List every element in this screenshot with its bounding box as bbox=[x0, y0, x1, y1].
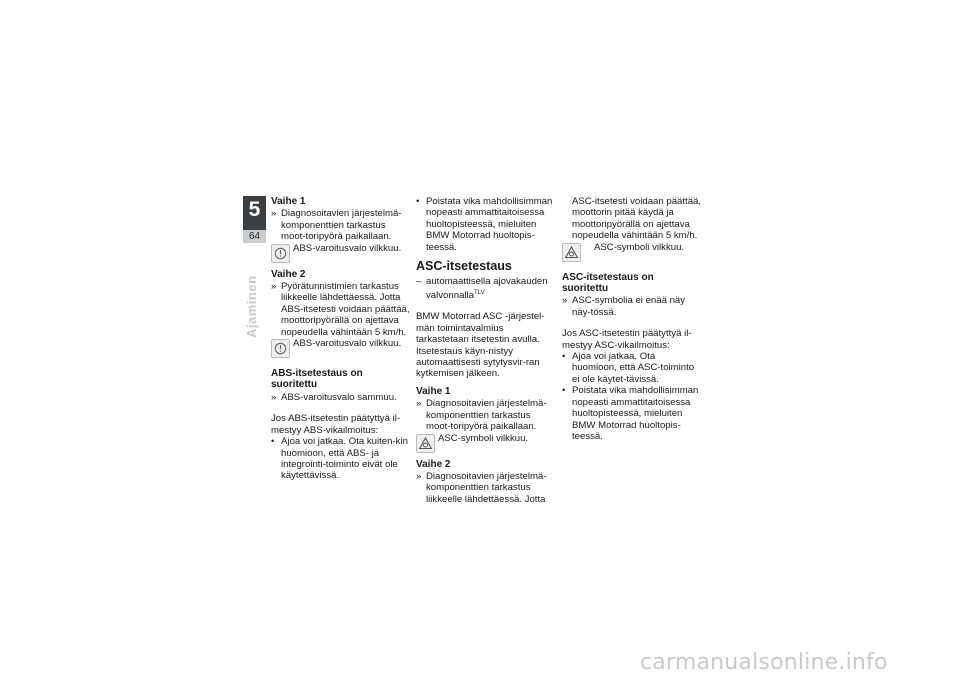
item-text: Diagnosoitavien järjestelmä-komponenttien tarkastus moot-toripyörä paikallaan. bbox=[281, 208, 402, 243]
heading-abs-done: ABS-itsetestaus on suoritettu bbox=[271, 368, 363, 391]
item-text: ASC-itsetesti voidaan päättää, moottorin pitää käydä ja moottoripyörällä on ajettava nopeudella vähintään 5 km/h. bbox=[572, 196, 702, 242]
abs-warning-icon bbox=[271, 339, 290, 358]
item-text: Poistata vika mahdollisimman nopeasti ammattitaitoisessa huoltopisteessä, mieluiten BMW Motorrad huoltopis-teessä. bbox=[572, 385, 699, 442]
bullet-item bbox=[416, 196, 556, 253]
indicator-text: ASC-symboli vilkkuu. bbox=[594, 241, 685, 253]
indicator-text: ABS-varoitusvalo vilkkuu. bbox=[293, 242, 402, 254]
asc-fault-paragraph: Jos ASC-itsetestin päätyttyä il-mestyy ASC-vikailmoitus: bbox=[562, 328, 692, 351]
chapter-label: Ajaminen bbox=[244, 275, 259, 338]
list-item bbox=[271, 208, 411, 242]
asc-warning-icon bbox=[562, 243, 581, 262]
arrow-marker: » bbox=[562, 295, 568, 307]
list-item bbox=[562, 295, 702, 318]
list-item bbox=[271, 281, 411, 338]
abs-warning-icon bbox=[271, 244, 290, 263]
chapter-number: 5 bbox=[248, 198, 261, 221]
heading-vaihe-1: Vaihe 1 bbox=[271, 196, 306, 207]
item-text: Diagnosoitavien järjestelmä-komponenttien tarkastus moot-toripyörä paikallaan. bbox=[426, 398, 547, 433]
list-item bbox=[416, 398, 556, 432]
dash-marker: – bbox=[416, 276, 422, 288]
indicator-line bbox=[572, 242, 702, 262]
abs-paragraph: Jos ABS-itsetestin päätyttyä il-mestyy ABS-vikailmoitus: bbox=[271, 413, 401, 436]
arrow-marker: » bbox=[271, 208, 277, 220]
list-item bbox=[416, 471, 556, 505]
indicator-line bbox=[416, 433, 556, 453]
indicator-text: ASC-symboli vilkkuu. bbox=[438, 432, 529, 444]
item-text: Ajoa voi jatkaa. Ota huomioon, että ASC-toiminto ei ole käytet-tävissä. bbox=[572, 351, 695, 385]
page-number: 64 bbox=[243, 230, 266, 243]
bullet-item bbox=[562, 351, 702, 385]
bullet-marker: • bbox=[271, 436, 275, 448]
heading-vaihe-2: Vaihe 2 bbox=[416, 458, 451, 470]
column-1 bbox=[271, 196, 411, 482]
heading-asc: ASC-itsetestaus bbox=[416, 259, 512, 274]
list-item bbox=[271, 392, 411, 403]
asc-paragraph: BMW Motorrad ASC -järjestel-män toimintavalmius tarkastetaan itsetestin avulla. Itsetestaus käyn-nistyy automaattisesti sytytysvir-ran kytkemisen jälkeen. bbox=[416, 311, 545, 380]
heading-vaihe-2: Vaihe 2 bbox=[271, 268, 306, 280]
heading-asc-done: ASC-itsetestaus on suoritettu bbox=[562, 271, 654, 295]
chapter-tab bbox=[243, 196, 266, 243]
column-2 bbox=[416, 196, 556, 505]
item-text: Diagnosoitavien järjestelmä-komponenttien tarkastus liikkeelle lähdettäessä. Jotta bbox=[426, 470, 547, 505]
bullet-item bbox=[271, 436, 411, 482]
column-3 bbox=[562, 196, 702, 442]
indicator-text: ABS-varoitusvalo vilkkuu. bbox=[293, 338, 402, 350]
item-text: automaattisella ajovakauden valvonnalla bbox=[426, 276, 548, 302]
item-text: ABS-varoitusvalo sammuu. bbox=[281, 391, 397, 403]
arrow-marker: » bbox=[271, 391, 277, 403]
indicator-line bbox=[271, 243, 411, 263]
heading-vaihe-1: Vaihe 1 bbox=[416, 385, 451, 397]
item-text: Poistata vika mahdollisimman nopeasti ammattitaitoisessa huoltopisteessä, mieluiten BMW Motorrad huoltopis-teessä. bbox=[426, 196, 553, 253]
bullet-marker: • bbox=[562, 385, 566, 397]
indicator-line bbox=[271, 338, 411, 358]
asc-warning-icon bbox=[416, 434, 435, 453]
item-text: Ajoa voi jatkaa. Ota kuiten-kin huomioon, että ABS- ja integrointi-toiminto eivät ole käytettävissä. bbox=[281, 436, 408, 482]
bullet-marker: • bbox=[562, 351, 566, 363]
arrow-marker: » bbox=[271, 281, 277, 293]
superscript: TLV bbox=[474, 289, 485, 296]
continued-text bbox=[562, 196, 702, 242]
bullet-item bbox=[562, 385, 702, 442]
watermark: carmanualsonline.info bbox=[640, 650, 888, 675]
item-text: ASC-symbolia ei enää näy näy-tössä. bbox=[572, 295, 686, 318]
arrow-marker: » bbox=[416, 398, 422, 410]
item-text: Pyörätunnistimien tarkastus liikkeelle lähdettäessä. Jotta ABS-itsetesti voidaan päättää, moottoripyörällä on ajettava nopeudella vähintään 5 km/h. bbox=[281, 281, 410, 338]
dash-item bbox=[416, 276, 556, 301]
bullet-marker: • bbox=[416, 196, 420, 207]
arrow-marker: » bbox=[416, 470, 422, 482]
